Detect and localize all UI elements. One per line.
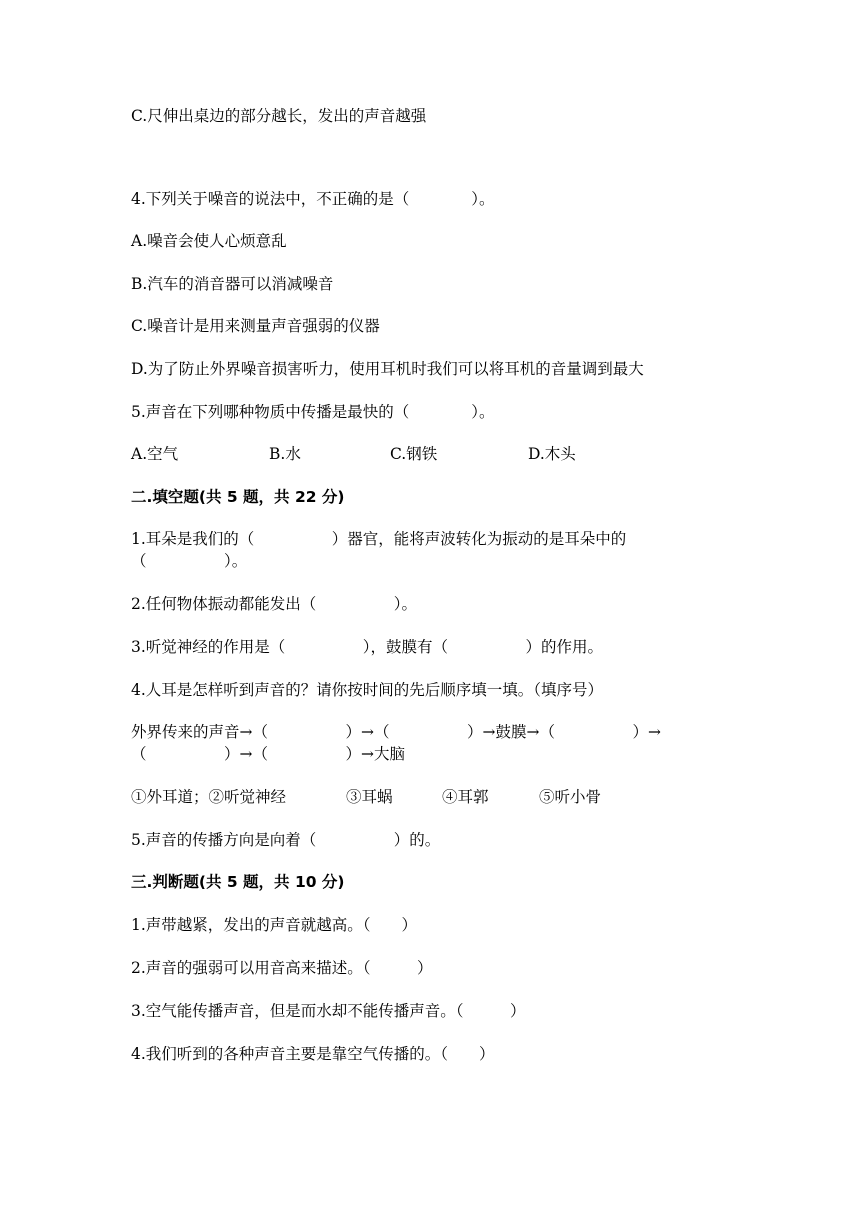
q4-option-d: D.为了防止外界噪音损害听力，使用耳机时我们可以将耳机的音量调到最大: [131, 360, 644, 378]
s2-q2: 2.任何物体振动都能发出（ ）。: [131, 595, 418, 613]
s2-q4-option-1-2: ①外耳道；②听觉神经: [131, 788, 287, 806]
q5-option-a: A.空气: [131, 445, 179, 463]
q5-stem: 5.声音在下列哪种物质中传播是最快的（ ）。: [131, 403, 495, 421]
q3-option-c: C.尺伸出桌边的部分越长，发出的声音越强: [131, 107, 427, 125]
s2-q4-option-4: ④耳郭: [442, 788, 489, 806]
q4-option-b: B.汽车的消音器可以消减噪音: [131, 275, 334, 293]
s2-q4-line1: 外界传来的声音→（ ）→（ ）→鼓膜→（ ）→: [131, 723, 661, 741]
s2-q4-option-3: ③耳蜗: [346, 788, 393, 806]
s3-q3: 3.空气能传播声音，但是而水却不能传播声音。（ ）: [131, 1002, 526, 1020]
s3-q2: 2.声音的强弱可以用音高来描述。（ ）: [131, 959, 433, 977]
s2-q3: 3.听觉神经的作用是（ ），鼓膜有（ ）的作用。: [131, 638, 604, 656]
q4-stem: 4.下列关于噪音的说法中，不正确的是（ ）。: [131, 190, 495, 208]
section2-title: 二.填空题(共 5 题，共 22 分): [131, 488, 345, 506]
s3-q1: 1.声带越紧，发出的声音就越高。（ ）: [131, 916, 418, 934]
section3-title: 三.判断题(共 5 题，共 10 分): [131, 873, 345, 891]
s2-q1-line1: 1.耳朵是我们的（ ）器官，能将声波转化为振动的是耳朵中的: [131, 530, 627, 548]
s2-q5: 5.声音的传播方向是向着（ ）的。: [131, 831, 441, 849]
s2-q4-option-5: ⑤听小骨: [539, 788, 602, 806]
s2-q4-stem: 4.人耳是怎样听到声音的？请你按时间的先后顺序填一填。（填序号）: [131, 681, 604, 699]
s2-q4-line2: （ ）→（ ）→大脑: [131, 745, 405, 763]
s3-q4: 4.我们听到的各种声音主要是靠空气传播的。（ ）: [131, 1045, 495, 1063]
q5-option-b: B.水: [269, 445, 301, 463]
q4-option-a: A.噪音会使人心烦意乱: [131, 232, 287, 250]
s2-q1-line2: （ ）。: [131, 552, 248, 570]
q5-option-d: D.木头: [528, 445, 576, 463]
q4-option-c: C.噪音计是用来测量声音强弱的仪器: [131, 317, 380, 335]
q5-option-c: C.钢铁: [390, 445, 438, 463]
